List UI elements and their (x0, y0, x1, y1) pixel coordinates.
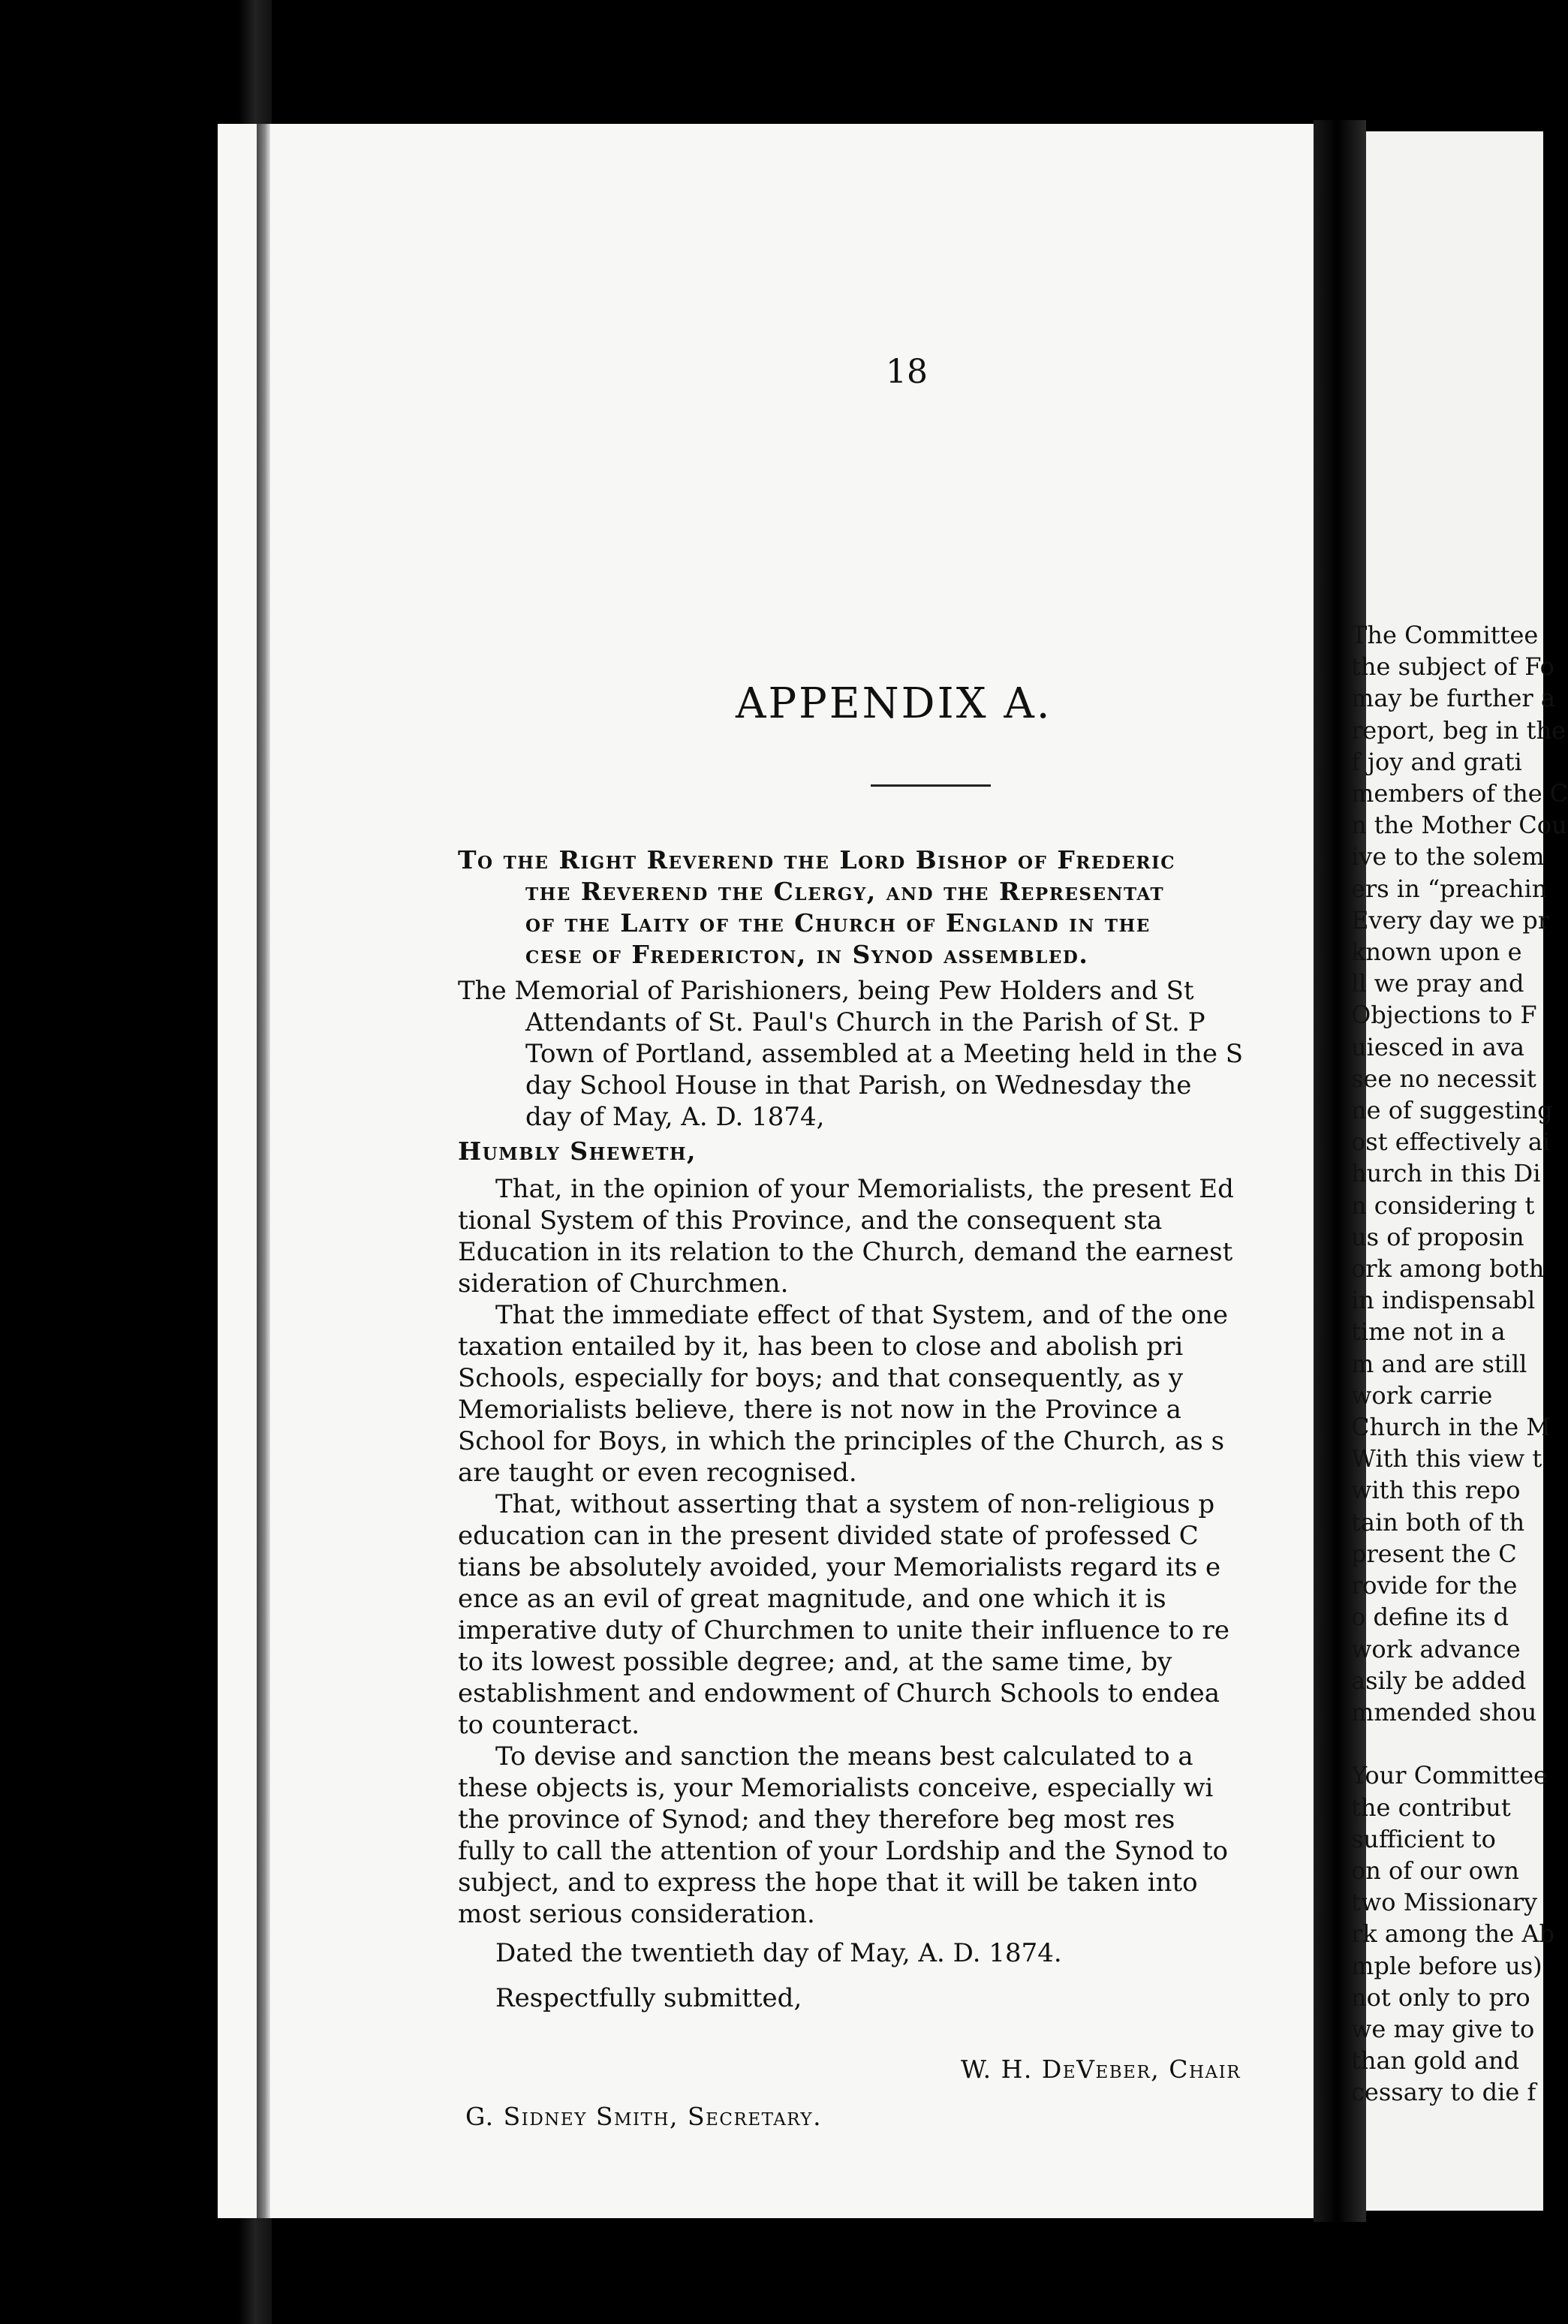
right-page-line: time not in a (1351, 1317, 1506, 1347)
chairman-signature (961, 2055, 1241, 2085)
text-line: That the immediate effect of that System, and of the one (495, 1300, 1229, 1330)
right-page-line: ork among both (1351, 1254, 1545, 1284)
address-line: the Reverend the Clergy, and the Representat (525, 877, 1165, 906)
address-line: of the Laity of the Church of England in the (525, 908, 1151, 938)
memorial-text (458, 844, 1314, 2014)
right-page-line: mple before us) (1351, 1951, 1542, 1980)
right-page-line: ers in “preachin (1351, 874, 1548, 903)
right-page-line: members of the C (1351, 779, 1568, 808)
text-line: ence as an evil of great magnitude, and one which it is (458, 1584, 1166, 1614)
right-page-line: not only to pro (1351, 1982, 1530, 2012)
right-page-line: work advance (1351, 1634, 1521, 1663)
respectfully-submitted: Respectfully submitted, (495, 1983, 802, 2013)
text-line: the province of Synod; and they therefore beg most res (458, 1805, 1175, 1835)
text-line: Education in its relation to the Church, demand the earnest (458, 1237, 1233, 1267)
right-page-line: mmended shou (1351, 1697, 1537, 1726)
right-page-line: tain both of th (1351, 1507, 1525, 1537)
right-page-line: asily be added (1351, 1666, 1527, 1695)
text-line: fully to call the attention of your Lordship and the Synod to (458, 1836, 1229, 1866)
text-line: That, without asserting that a system of non-religious p (495, 1489, 1215, 1519)
right-page-line: may be further a (1351, 684, 1555, 713)
text-line: Memorialists believe, there is not now in the Province a (458, 1395, 1181, 1425)
intro-line: Attendants of St. Paul's Church in the Parish of St. P (525, 1007, 1205, 1037)
right-page-line: ll we pray and (1351, 969, 1524, 998)
address-line: cese of Fredericton, in Synod assembled. (525, 940, 1089, 969)
right-page-line: in indispensabl (1351, 1286, 1536, 1315)
right-page-line: the contribut (1351, 1793, 1511, 1822)
text-line: establishment and endowment of Church Schools to endea (458, 1678, 1220, 1708)
text-line: tional System of this Province, and the consequent sta (458, 1206, 1163, 1236)
right-page-line: than gold and (1351, 2046, 1520, 2076)
right-page-line: The Committee (1351, 621, 1539, 649)
right-page-line: hurch in this Di (1351, 1159, 1541, 1188)
page-number: 18 (886, 353, 928, 391)
text-line: education can in the present divided state of professed C (458, 1521, 1199, 1551)
intro-line: day School House in that Parish, on Wednesday the (525, 1070, 1192, 1100)
right-page-line: With this view t (1351, 1444, 1542, 1474)
right-page-line: present the C (1351, 1539, 1517, 1568)
text-line: That, in the opinion of your Memorialists, the present Ed (495, 1174, 1234, 1204)
paragraph-2 (458, 1299, 1314, 1489)
right-page-line: ne of suggesting (1351, 1096, 1553, 1125)
right-page-line: on of our own (1351, 1856, 1519, 1885)
right-page-line: the subject of Fo (1351, 652, 1554, 682)
right-page-line: n considering t (1351, 1191, 1535, 1220)
intro-block (458, 975, 1314, 1133)
right-page-line: we may give to (1351, 2014, 1535, 2043)
appendix-heading: APPENDIX A. (736, 679, 1052, 728)
address-line: To the Right Reverend the Lord Bishop of Frederic (458, 845, 1176, 875)
right-page-line: Your Committee (1351, 1761, 1548, 1790)
text-line: most serious consideration. (458, 1899, 815, 1929)
right-page-line (1351, 1728, 1543, 1760)
right-page-line: uiesced in ava (1351, 1032, 1524, 1061)
intro-line: day of May, A. D. 1874, (525, 1102, 825, 1132)
text-line: are taught or even recognised. (458, 1458, 857, 1488)
right-page-line: Church in the M (1351, 1413, 1551, 1442)
text-line: imperative duty of Churchmen to unite their influence to re (458, 1615, 1229, 1645)
heading-rule (871, 784, 991, 787)
right-page-line: sufficient to (1351, 1824, 1496, 1853)
right-page-line: ost effectively ai (1351, 1127, 1551, 1157)
right-page-line: m and are still (1351, 1349, 1527, 1378)
paragraph-1 (458, 1173, 1314, 1299)
text-line: these objects is, your Memorialists conceive, especially wi (458, 1773, 1214, 1803)
text-line: tians be absolutely avoided, your Memorialists regard its e (458, 1552, 1221, 1582)
intro-line: The Memorial of Parishioners, being Pew Holders and St (458, 976, 1194, 1006)
paragraph-4 (458, 1741, 1314, 1930)
secretary-signature (465, 2102, 822, 2132)
address-block (458, 844, 1314, 971)
dated-line: Dated the twentieth day of May, A. D. 1874. (495, 1938, 1062, 1968)
right-page-line: Every day we pr (1351, 905, 1550, 935)
right-page-line: work carrie (1351, 1380, 1493, 1410)
right-page-line: n the Mother Cou (1351, 811, 1567, 840)
text-line: Schools, especially for boys; and that consequently, as y (458, 1363, 1184, 1393)
right-page-line: see no necessit (1351, 1064, 1536, 1093)
text-line: taxation entailed by it, has been to close and abolish pri (458, 1332, 1184, 1362)
right-page-line: two Missionary (1351, 1888, 1538, 1917)
chairman-name: W. H. DeVeber, Chair (961, 2055, 1241, 2084)
secretary-name: G. Sidney Smith, Secretary. (465, 2102, 823, 2131)
salutation: Humbly Sheweth, (458, 1136, 697, 1166)
text-line: sideration of Churchmen. (458, 1269, 789, 1299)
text-line: School for Boys, in which the principles of the Church, as s (458, 1426, 1225, 1456)
right-page-line: us of proposin (1351, 1222, 1524, 1251)
text-line: to counteract. (458, 1710, 640, 1740)
right-page-line: known upon e (1351, 938, 1522, 967)
paragraph-3 (458, 1489, 1314, 1741)
right-page-line: report, beg in the (1351, 715, 1566, 745)
text-line: To devise and sanction the means best calculated to a (495, 1741, 1193, 1772)
text-line: to its lowest possible degree; and, at the same time, by (458, 1647, 1172, 1677)
right-page-line: Objections to F (1351, 1001, 1537, 1030)
text-line: subject, and to express the hope that it will be taken into (458, 1868, 1198, 1898)
right-page-text (1351, 619, 1568, 2109)
right-page-line: cessary to die f (1351, 2078, 1536, 2107)
right-page-line: ive to the solem (1351, 842, 1545, 872)
intro-line: Town of Portland, assembled at a Meeting held in the S (525, 1039, 1244, 1069)
right-page-line: with this repo (1351, 1476, 1521, 1505)
right-page-line: f joy and grati (1351, 747, 1522, 776)
right-page-line: rovide for the (1351, 1571, 1518, 1600)
right-page-line: rk among the Ab (1351, 1919, 1554, 1949)
left-page-edge (257, 124, 270, 2218)
right-page-line: o define its d (1351, 1603, 1509, 1632)
